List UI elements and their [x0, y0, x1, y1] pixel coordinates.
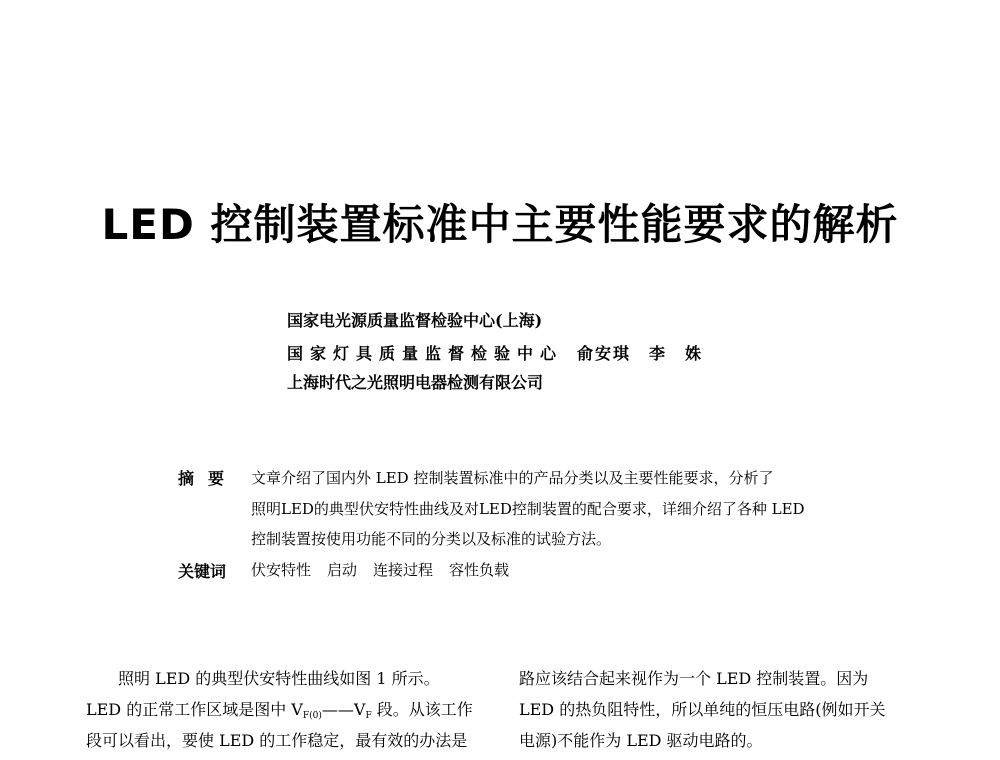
author-names: 俞安琪 李 姝	[577, 344, 704, 363]
affiliation-line-3: 上海时代之光照明电器检测有限公司	[287, 373, 544, 392]
abstract-line: 照明LED的典型伏安特性曲线及对LED控制装置的配合要求，详细介绍了各种 LED	[251, 500, 805, 518]
body-column-right	[519, 663, 924, 756]
body-line: 段可以看出，要使 LED 的工作稳定，最有效的办法是	[86, 731, 468, 750]
keyword: 容性负载	[449, 561, 510, 579]
affiliation-line-1: 国家电光源质量监督检验中心(上海)	[287, 311, 543, 330]
subscript: F(0)	[302, 711, 322, 721]
abstract-line: 控制装置按使用功能不同的分类以及标准的试验方法。	[251, 530, 612, 548]
body-line: 路应该结合起来视作为一个 LED 控制装置。因为	[519, 669, 869, 688]
body-column-left	[86, 663, 491, 756]
abstract-label: 摘要	[178, 469, 239, 488]
body-line: LED 的正常工作区域是图中 $V_{F(0)}——V_F$ 段。从该工作	[86, 700, 473, 721]
abstract-line: 文章介绍了国内外 LED 控制装置标准中的产品分类以及主要性能要求，分析了	[251, 469, 774, 487]
keywords-label: 关键词	[178, 562, 227, 581]
subscript: F	[365, 711, 372, 721]
body-line: 电源)不能作为 LED 驱动电路的。	[519, 731, 763, 750]
affiliation-line-2	[287, 341, 703, 364]
keyword: 启动	[327, 561, 358, 579]
body-line: 照明 LED 的典型伏安特性曲线如图 1 所示。	[118, 669, 440, 688]
paper-title: LED 控制装置标准中主要性能要求的解析	[101, 200, 899, 249]
keyword: 伏安特性	[251, 561, 312, 579]
keywords-list	[251, 559, 851, 580]
affiliation-org: 国家灯具质量监督检验中心	[287, 344, 564, 363]
body-line: LED 的热负阻特性，所以单纯的恒压电路(例如开关	[519, 700, 886, 719]
keyword: 连接过程	[373, 561, 434, 579]
